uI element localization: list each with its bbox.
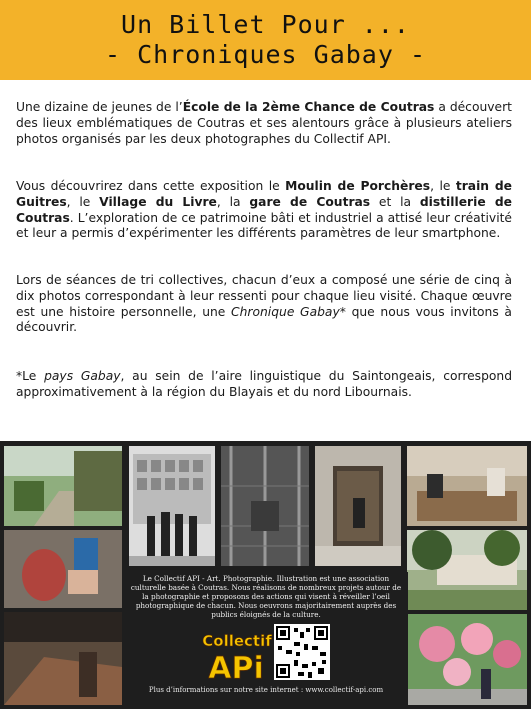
exhibition-paragraph xyxy=(16,179,512,242)
photo-workshop-table xyxy=(407,446,527,526)
website-footer: Plus d’informations sur notre site internet : www.collectif-api.com xyxy=(148,686,384,694)
photo-group-bookshelf xyxy=(129,446,215,566)
text-run: * que nous vous invitons à découvrir. xyxy=(16,304,512,335)
school-name: École de la 2ème Chance de Coutras xyxy=(182,100,435,114)
photo-industrial-interior-image xyxy=(221,446,309,566)
collectif-api-logo xyxy=(198,626,276,684)
photo-trees-building xyxy=(407,530,527,610)
photo-workshop-table-image xyxy=(407,446,527,526)
collectif-info xyxy=(124,572,408,709)
pays-gabay: pays Gabay xyxy=(44,369,121,383)
text-run: , le xyxy=(66,194,100,209)
photo-industrial-interior xyxy=(221,446,309,566)
text-run: , au sein de l’aire linguistique du Saintongeais, correspond approximativement à la région du Blayais et du nord Libournais. xyxy=(16,369,513,399)
association-description: Le Collectif API - Art. Photographie. Illustration est une association culturelle basée à Coutras. Nous réalisons de nombreux projets autour de la photographie et proposons des actions qui visent à réveiller l’oeil photographique de chacun. Nous oeuvrons majoritairement auprès des publics éloignés de la culture. xyxy=(130,574,402,619)
logo-text-collectif: Collectif xyxy=(202,632,272,650)
footnote-paragraph xyxy=(16,369,512,401)
photo-factory-interior xyxy=(4,612,122,705)
photo-warehouse-door-image xyxy=(315,446,401,566)
qr-code-icon xyxy=(274,624,330,680)
place-name: distillerie de Coutras xyxy=(16,194,512,225)
place-name: Moulin de Porchères xyxy=(285,179,431,193)
text-run: Vous découvrirez dans cette exposition le xyxy=(16,179,286,193)
photo-group-bookshelf-image xyxy=(129,446,215,566)
text-run: *Le xyxy=(16,369,45,383)
place-name: Village du Livre xyxy=(99,194,217,209)
photo-warehouse-door xyxy=(315,446,401,566)
photo-woman-smartphone xyxy=(4,530,122,608)
intro-paragraph xyxy=(16,100,512,147)
text-run: Lors de séances de tri collectives, chacun d’eux a composé une série de cinq à dix photos correspondant à leur ressenti pour chaque lieu visité. Chaque œuvre est une histoire personnelle, une xyxy=(16,273,512,319)
photo-garden-path-image xyxy=(4,446,122,526)
place-name: train de Guitres xyxy=(16,179,512,209)
text-run: et la xyxy=(370,194,420,209)
title-line-2: - Chroniques Gabay - xyxy=(104,40,427,69)
text-run: . L’exploration de ce patrimoine bâti et industriel a attisé leur créativité et leur a permis d’expérimenter les différents paramètres de leur smartphone. xyxy=(16,210,512,241)
title-line-1: Un Billet Pour ... xyxy=(121,10,410,39)
logo-text-api: APi xyxy=(208,651,264,684)
photo-factory-interior-image xyxy=(4,612,122,705)
photo-flower-mural xyxy=(407,614,527,705)
photo-woman-smartphone-image xyxy=(4,530,122,608)
photo-trees-building-image xyxy=(407,530,527,610)
text-run: , le xyxy=(430,179,456,193)
text-run: Une dizaine de jeunes de l’ xyxy=(16,100,183,114)
place-name: gare de Coutras xyxy=(249,194,371,209)
photo-flower-mural-image xyxy=(407,614,527,705)
photo-garden-path xyxy=(4,446,122,526)
text-run: , la xyxy=(216,194,250,209)
chronique-title: Chronique Gabay xyxy=(231,304,340,319)
text-run: a découvert des lieux emblématiques de Coutras et ses alentours grâce à plusieurs ateliers photos organisés par les deux photographes du Collectif API. xyxy=(16,100,512,146)
selection-paragraph xyxy=(16,273,512,336)
title-banner xyxy=(0,0,531,80)
